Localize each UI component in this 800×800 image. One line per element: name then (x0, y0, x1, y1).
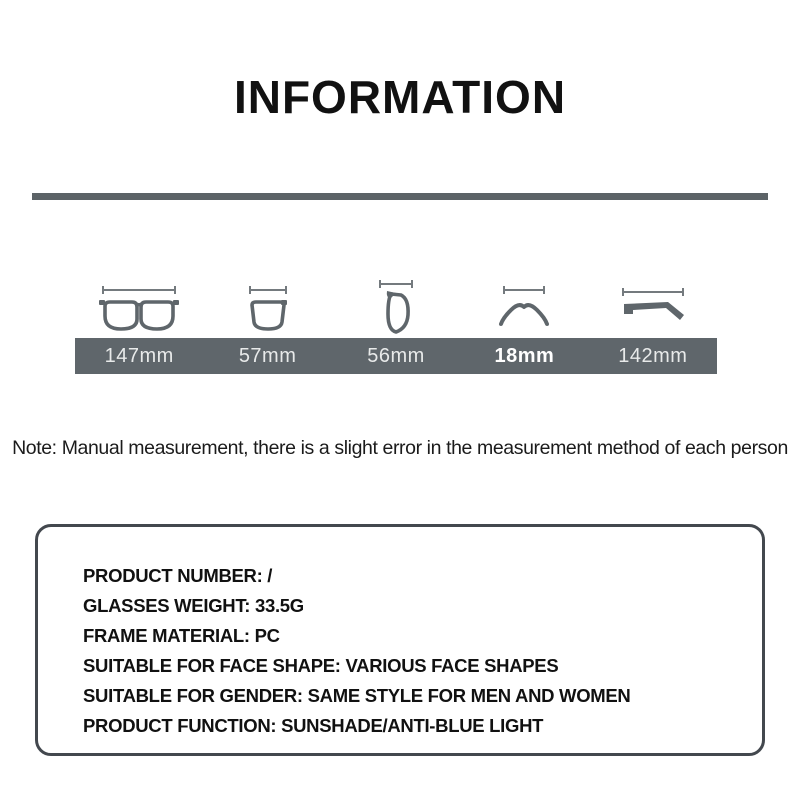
frame-width-icon (95, 282, 183, 338)
measurement-item (589, 282, 717, 338)
temple-length-value: 142mm (618, 344, 688, 367)
lens-width-value: 57mm (238, 344, 297, 367)
temple-length-icon (618, 282, 688, 338)
glasses-weight-line: GLASSES WEIGHT: 33.5G (83, 595, 304, 616)
face-shape-line: SUITABLE FOR FACE SHAPE: VARIOUS FACE SHAPES (83, 655, 559, 676)
measurement-note: Note: Manual measurement, there is a slight error in the measurement method of each person (12, 437, 788, 459)
measurement-item (332, 276, 460, 338)
bridge-width-icon (496, 282, 552, 338)
bridge-width-value: 18mm (494, 344, 555, 367)
measurement-bar (75, 338, 717, 374)
measurement-item (75, 282, 203, 338)
measurement-item (460, 282, 588, 338)
frame-material-line: FRAME MATERIAL: PC (83, 625, 280, 646)
measurement-icons-row (75, 278, 717, 338)
section-divider (32, 193, 768, 200)
measurements-section (75, 278, 717, 374)
product-function-line: PRODUCT FUNCTION: SUNSHADE/ANTI-BLUE LIGHT (83, 715, 544, 736)
lens-width-icon (244, 282, 292, 338)
lens-height-value: 56mm (367, 344, 425, 367)
gender-line: SUITABLE FOR GENDER: SAME STYLE FOR MEN AND WOMEN (83, 685, 631, 706)
product-info-box (35, 524, 765, 756)
measurement-item (203, 282, 331, 338)
page-title: INFORMATION (233, 71, 567, 123)
frame-width-value: 147mm (104, 344, 174, 367)
product-number-line: PRODUCT NUMBER: / (83, 565, 273, 586)
lens-height-icon (374, 276, 418, 338)
